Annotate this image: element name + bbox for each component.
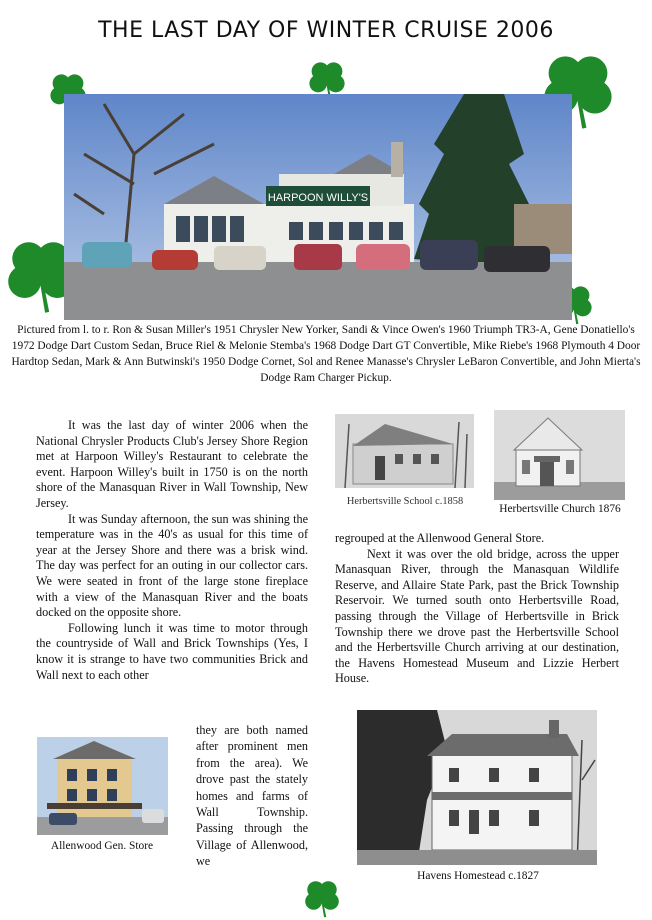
havens-homestead-caption: Havens Homestead c.1827 [417,870,539,882]
allenwood-store-caption: Allenwood Gen. Store [50,840,154,852]
herbertsville-church-caption: Herbertsville Church 1876 [499,503,621,515]
herbertsville-school-caption: Herbertsville School c.1858 [346,496,464,507]
herbertsville-school-photo [335,414,474,488]
allenwood-store-photo [37,737,168,835]
hero-caption: Pictured from l. to r. Ron & Susan Miller's 1951 Chrysler New Yorker, Sandi & Vince Owen's 1960 Triumph TR3-A, Gene Donatiello's 1972 Dodge Dart Custom Sedan, Bruce Riel & Melonie Stemba's 1968 Dodge Dart GT Convertible, Mike Riebe's 1968 Plymouth 4 Door Hardtop Sedan, Mark & Ann Butwinski's 1950 Dodge Cornet, Sol and Renee Manasse's Chrysler LeBaron Convertible, and John Mierta's Dodge Ram Charger Pickup. [11,324,641,384]
hero-photo [64,94,572,320]
article-paragraph: Next it was over the old bridge, across the upper Manasquan River, through the Manasquan Wildlife Reserve, and Allaire State Park, past the Brick Township Reservoir. We turned south onto Herbertsville Road, passing through the Village of Herbertsville in Brick Township there we drove past the Herbertsville School and the Herbertsville Church arriving at our destination, the Havens Homestead Museum and Lizzie Herbert House. [335,546,619,686]
havens-homestead-photo [357,710,597,865]
article-right-column [335,531,619,687]
restaurant-sign: HARPOON WILLY'S [267,192,369,204]
herbertsville-church-photo [494,410,625,500]
page-title: THE LAST DAY OF WINTER CRUISE 2006 [98,18,554,43]
article-paragraph: Following lunch it was time to motor through the countryside of Wall and Brick Townships (Yes, I know it is strange to have two communities Brick and Wall next to each other [36,620,308,682]
shamrock-icon [300,877,344,919]
article-paragraph: It was Sunday afternoon, the sun was shining the temperature was in the 40's as usual for this time of year at the Jersey Shore and there was a brisk wind. The day was perfect for an outing in our collector cars. We were seated in front of the large stone fireplace with a view of the Manasquan River and the boats docked on the opposite shore. [36,511,308,620]
article-paragraph: regrouped at the Allenwood General Store. [335,531,545,545]
article-paragraph: they are both named after prominent men from the area). We drove past the stately homes and farms of Wall Township. Passing through the Village of Allenwood, we [196,723,308,869]
article-narrow-column [196,722,308,870]
article-paragraph: It was the last day of winter 2006 when the National Chrysler Products Club's Jersey Shore Region met at Harpoon Willey's Restaurant to celebrate the event. Harpoon Willey's built in 1750 is on the north shore of the Manasquan River in Wall Township, New Jersey. [36,418,308,510]
article-left-column [36,418,308,683]
